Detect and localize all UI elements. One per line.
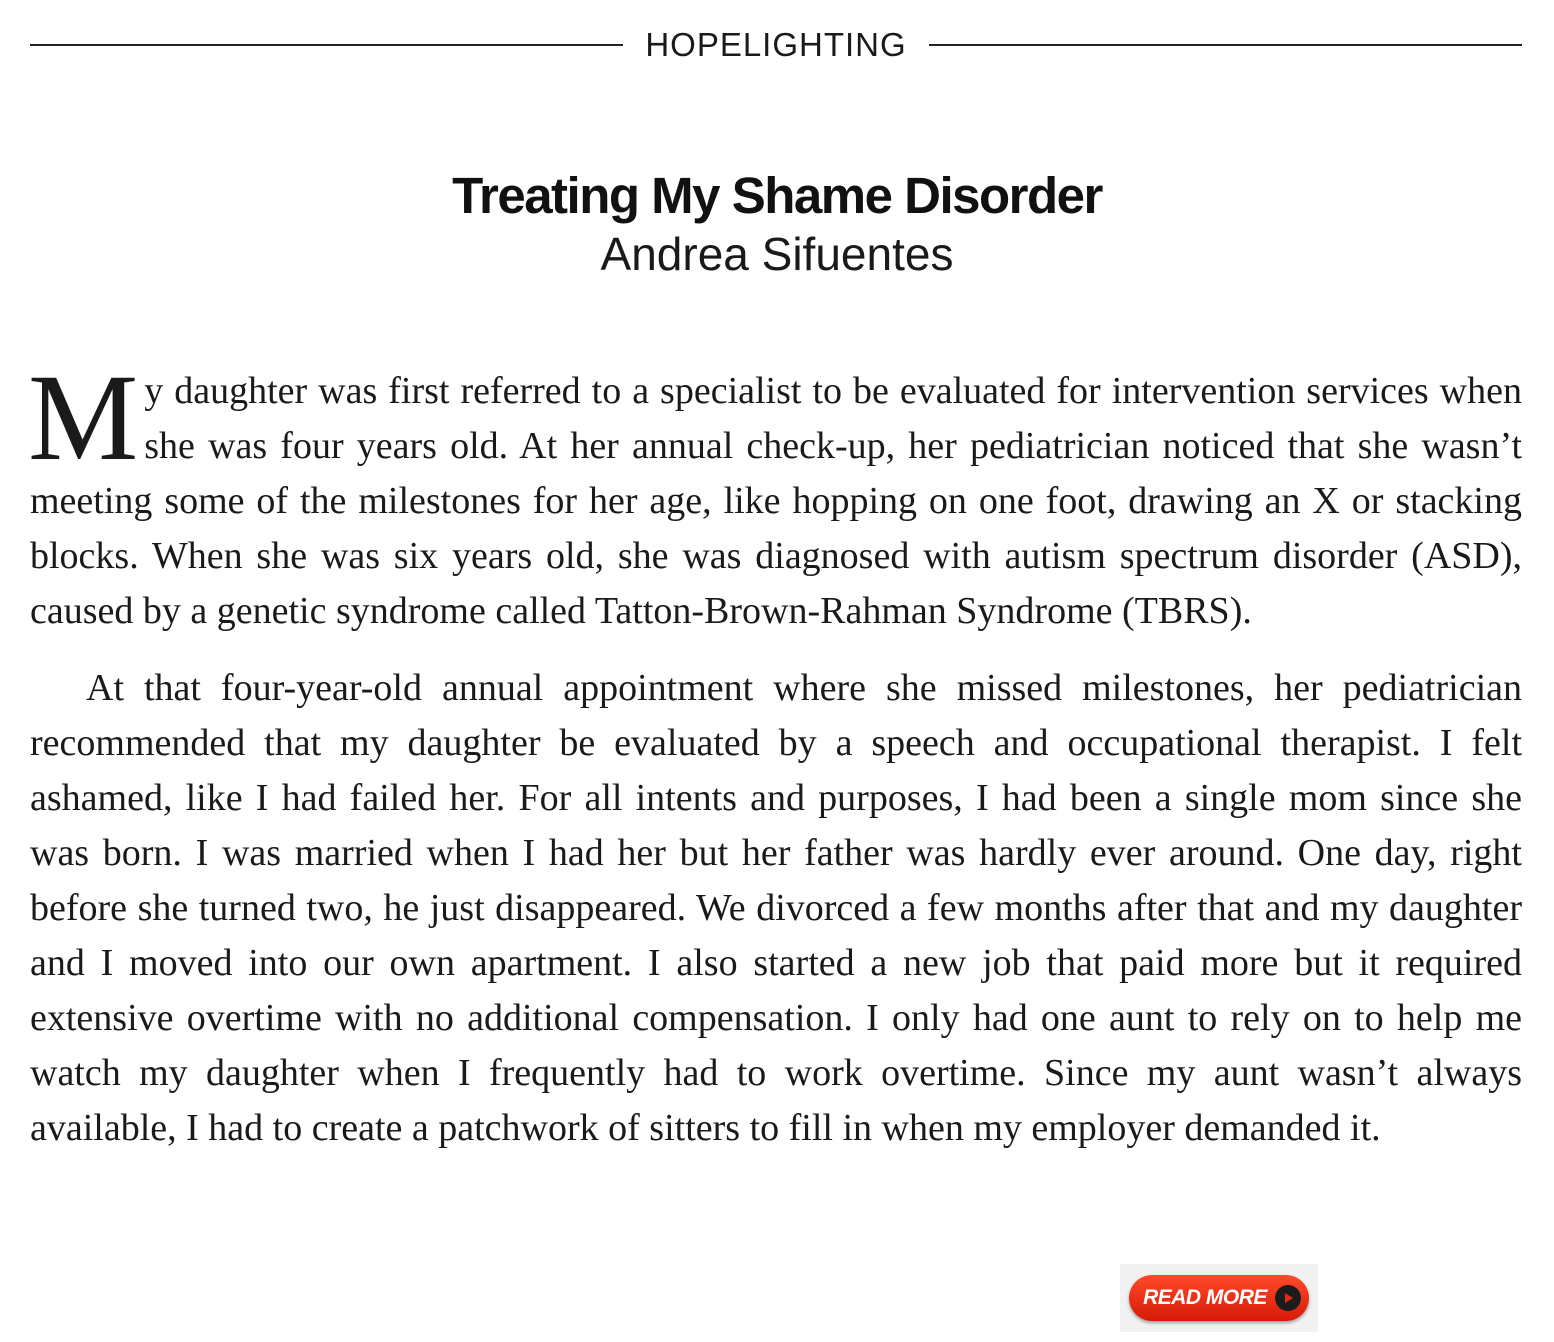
section-header	[30, 22, 1522, 68]
article-body	[28, 349, 1522, 1156]
article-author: Andrea Sifuentes	[600, 228, 954, 280]
paragraph-2: At that four-year-old annual appointment where she missed milestones, her pediatrician recommended that my daughter be evaluated by a speech and occupational therapist. I felt ashamed, like I had failed her. For all intents and purposes, I had been a single mom since she was born. I was married when I had her but her father was hardly ever around. One day, right before she turned two, he just disappeared. We divorced a few months after that and my daughter and I moved into our own apartment. I also started a new job that paid more but it required extensive overtime with no additional compensation. I only had one aunt to rely on to help me watch my daughter when I frequently had to work overtime. Since my aunt wasn’t always available, I had to create a patchwork of sitters to fill in when my employer demanded it.	[30, 667, 1522, 1149]
title-block	[0, 166, 1554, 282]
read-more-container	[1120, 1264, 1318, 1332]
paragraph-1	[28, 349, 1522, 639]
drop-cap: M	[28, 349, 139, 486]
section-label: HOPELIGHTING	[645, 26, 907, 63]
header-rule-left	[30, 44, 623, 46]
read-more-button[interactable]	[1129, 1275, 1309, 1321]
paragraph-1-text: y daughter was first referred to a specialist to be evaluated for intervention services when she was four years old. At her annual check-up, her pediatrician noticed that she wasn’t meeting some of the milestones for her age, like hopping on one foot, drawing an X or stacking blocks. When she was six years old, she was diagnosed with autism spectrum disorder (ASD), caused by a genetic syndrome called Tatton-Brown-Rahman Syndrome (TBRS).	[30, 370, 1522, 632]
play-icon	[1275, 1285, 1301, 1311]
read-more-label: READ MORE	[1143, 1286, 1267, 1309]
header-rule-right	[929, 44, 1522, 46]
article-title: Treating My Shame Disorder	[452, 167, 1102, 224]
